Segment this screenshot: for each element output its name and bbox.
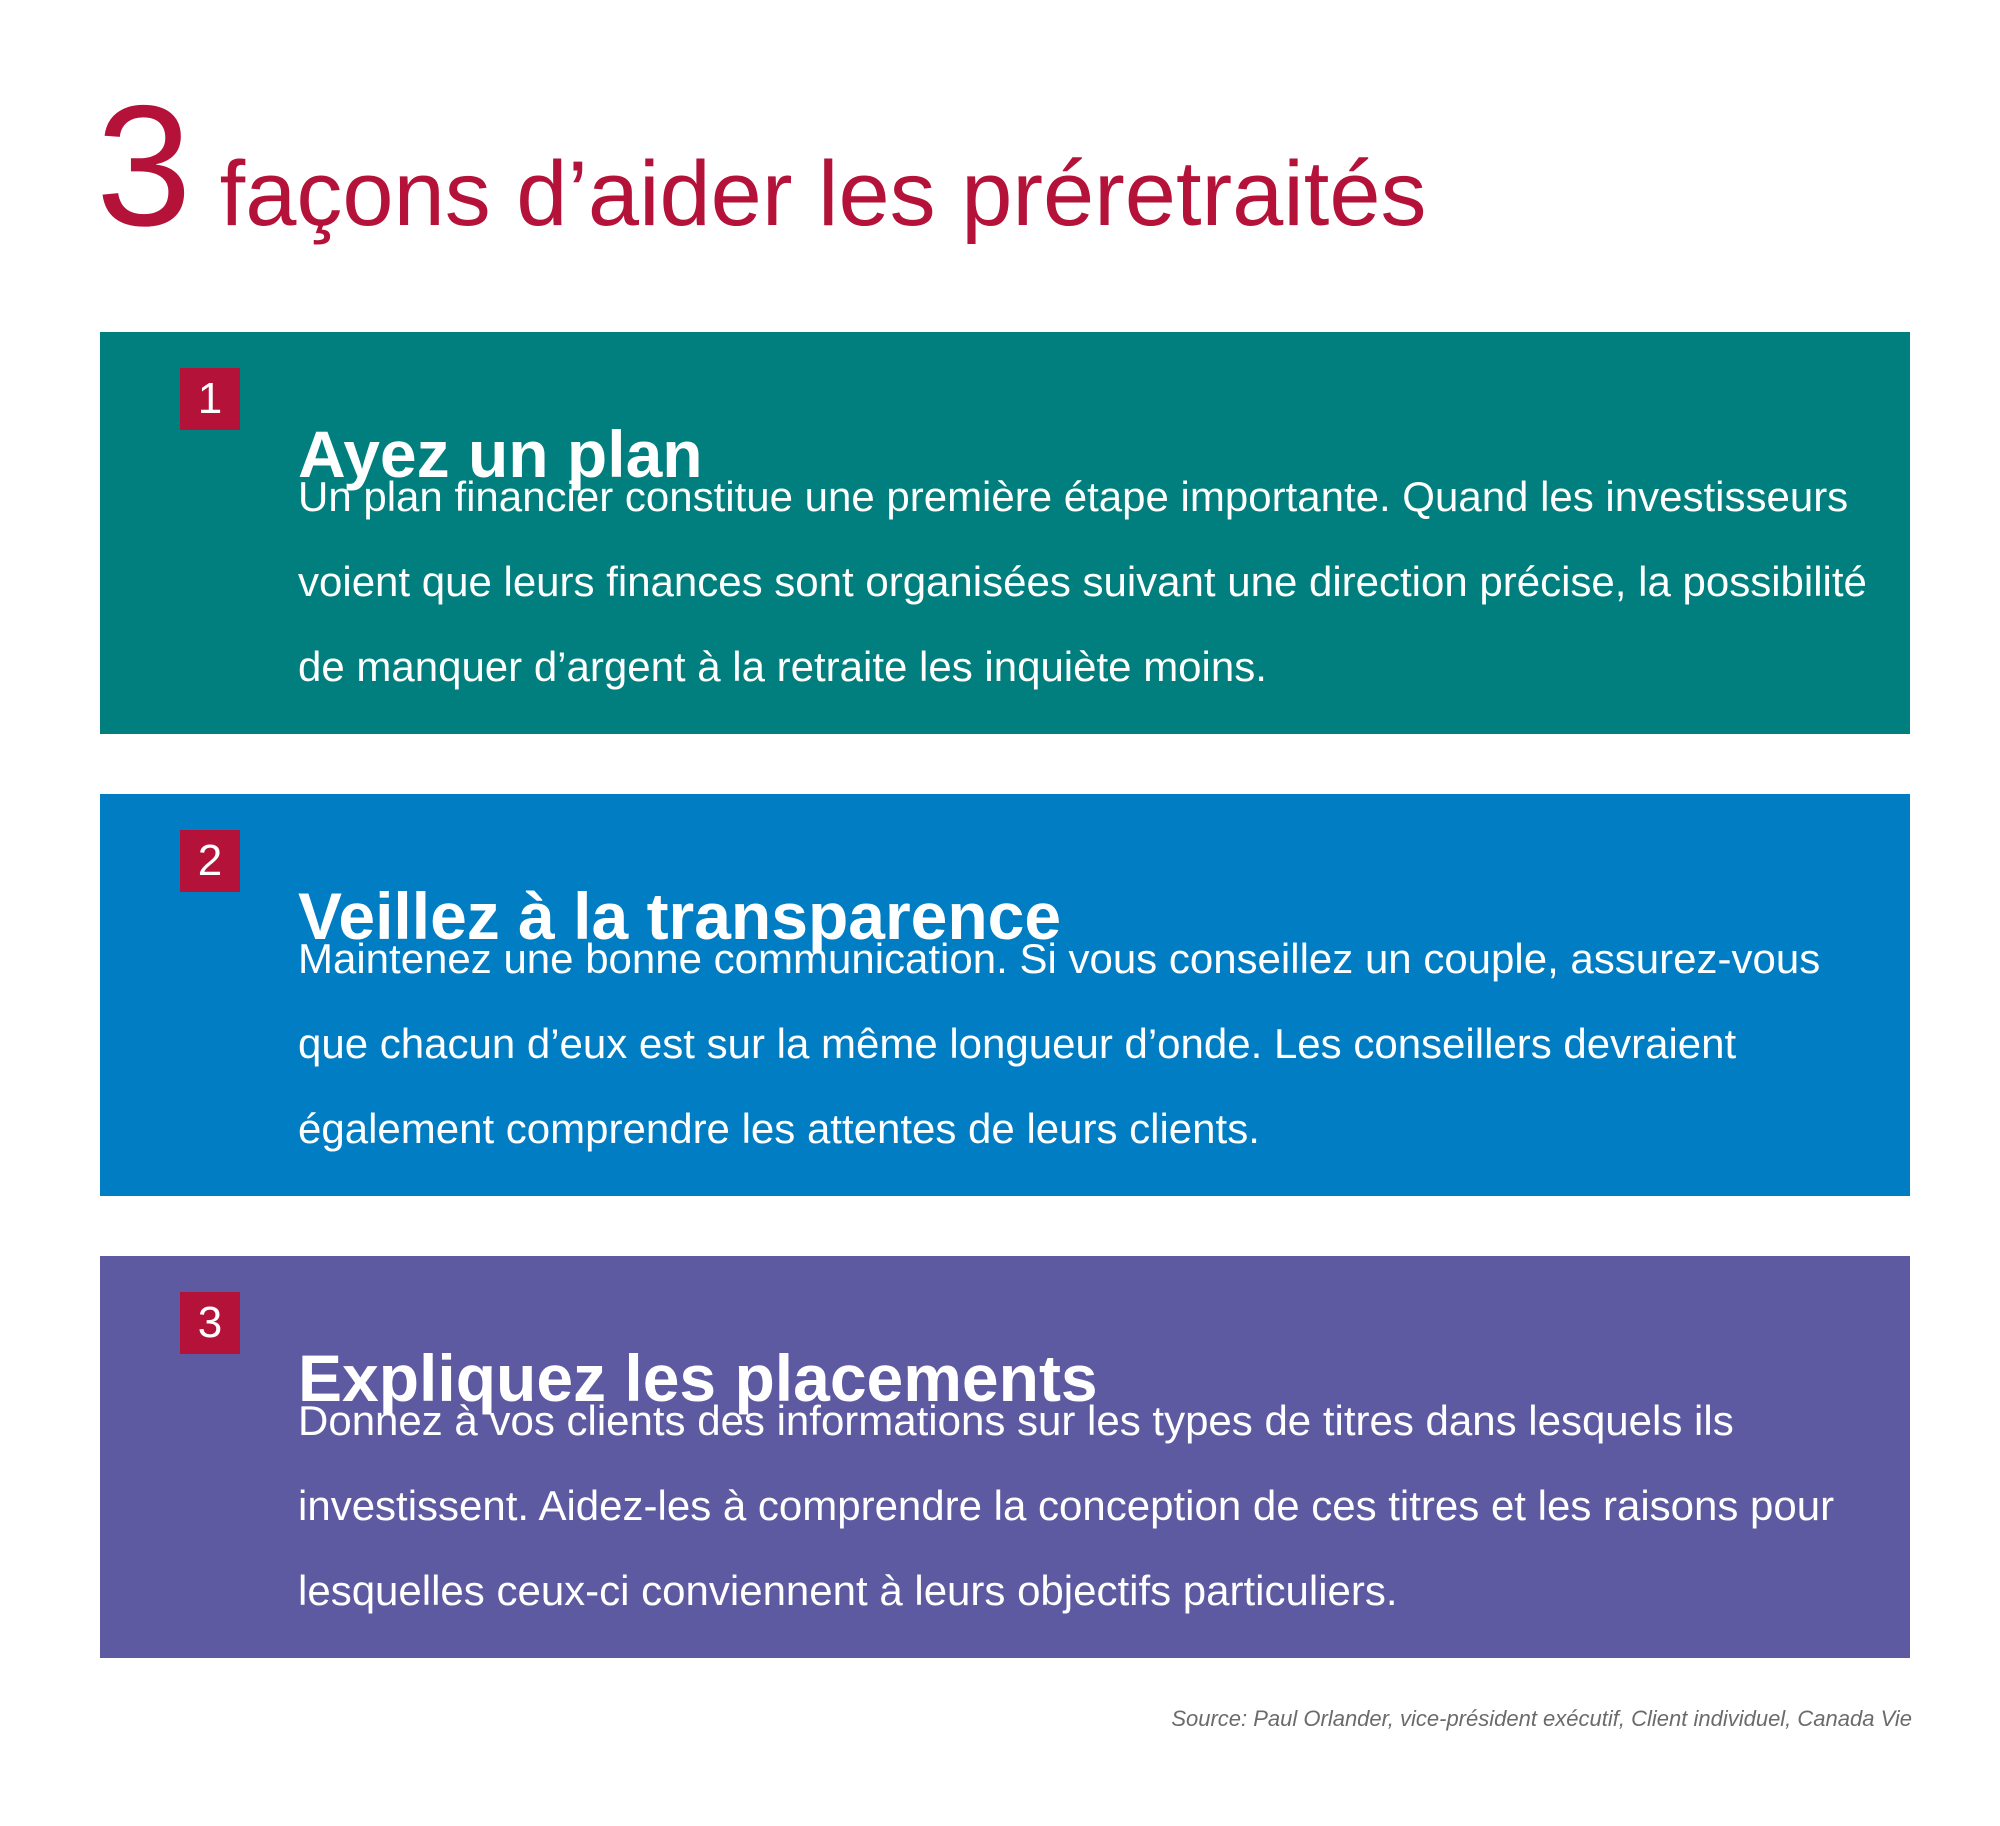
tip-title: Ayez un plan: [298, 416, 703, 491]
tip-card-plan: [100, 332, 1910, 734]
tip-card-investments: [100, 1256, 1910, 1658]
tip-number-badge: 2: [180, 830, 240, 892]
tip-body: Maintenez une bonne communication. Si vous conseillez un couple, assurez-vous que chacun d’eux est sur la même longueur d’onde. Les conseillers devraient également comprendre les attentes de leurs clients.: [298, 935, 1821, 1152]
title-text: façons d’aider les préretraités: [219, 143, 1427, 245]
tip-number-badge: 1: [180, 368, 240, 430]
title-number: 3: [96, 70, 192, 262]
tip-title: Veillez à la transparence: [298, 878, 1062, 953]
tip-body: Un plan financier constitue une première étape importante. Quand les investisseurs voient que leurs finances sont organisées suivant une direction précise, la possibilité de manquer d’argent à la retraite les inquiète moins.: [298, 473, 1867, 690]
source-note: Source: Paul Orlander, vice-président exécutif, Client individuel, Canada Vie: [1171, 1706, 1912, 1731]
tip-title: Expliquez les placements: [298, 1340, 1098, 1415]
page-title: [96, 70, 1427, 270]
tip-number-badge: 3: [180, 1292, 240, 1354]
tip-card-transparency: [100, 794, 1910, 1196]
tip-body: Donnez à vos clients des informations sur les types de titres dans lesquels ils investissent. Aidez-les à comprendre la conception de ces titres et les raisons pour lesquelles ceux-ci conviennent à leurs objectifs particuliers.: [298, 1397, 1835, 1614]
